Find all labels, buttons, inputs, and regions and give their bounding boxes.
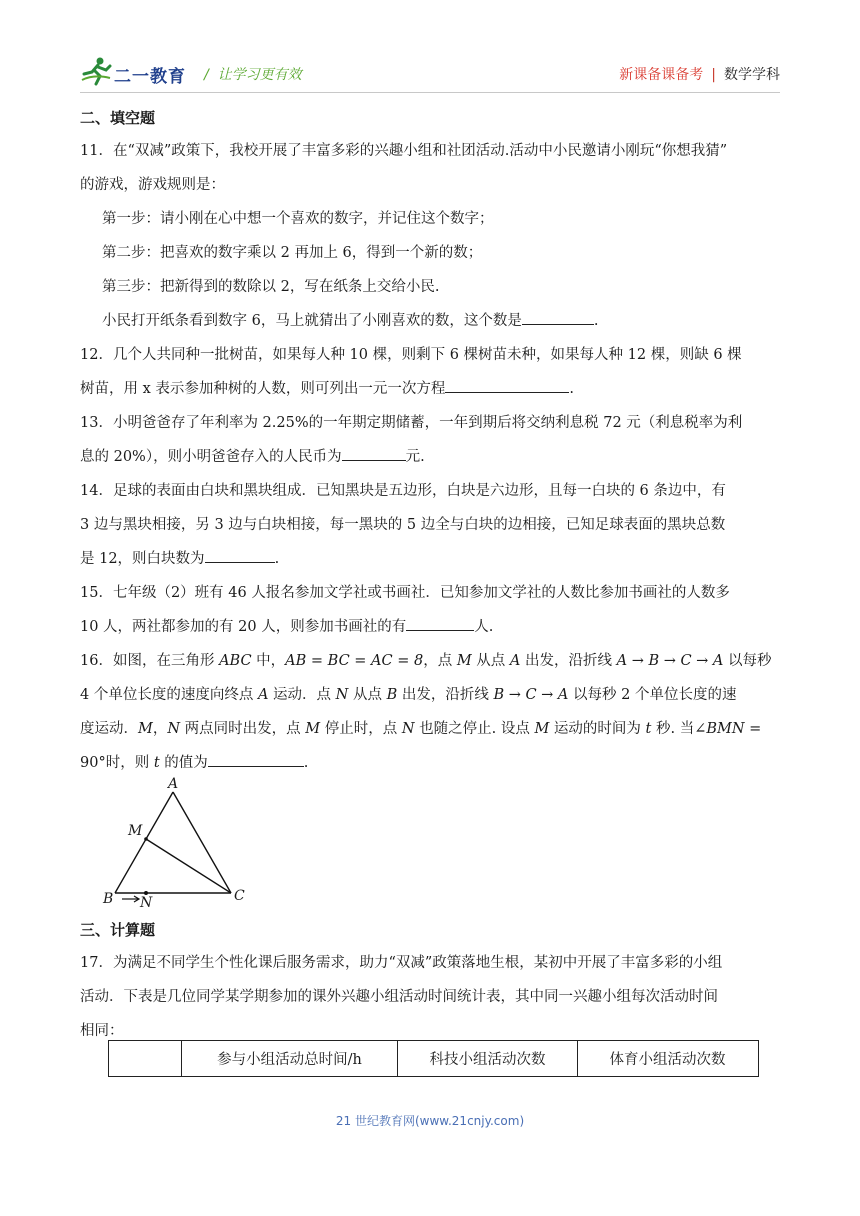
slogan: / 让学习更有效 xyxy=(204,67,302,83)
q16-line3: 度运动．M，N 两点同时出发，点 M 停止时，点 N 也随之停止. 设点 M 运动的时间为 t 秒. 当∠BMN = xyxy=(80,721,762,737)
answer-blank[interactable] xyxy=(445,374,569,393)
table-header-cell: 科技小组活动次数 xyxy=(398,1041,578,1076)
q11-line1: 11．在“双减”政策下，我校开展了丰富多彩的兴趣小组和社团活动.活动中小民邀请小刚玩“你想我猜” xyxy=(80,143,728,159)
q11-line6: 小民打开纸条看到数字 6，马上就猜出了小刚喜欢的数，这个数是 . xyxy=(80,304,780,338)
q11-step1: 第一步：请小刚在心中想一个喜欢的数字，并记住这个数字； xyxy=(102,211,494,227)
page-header xyxy=(80,56,780,92)
q15-line2: 10 人，两社都参加的有 20 人，则参加书画社的有 人. xyxy=(80,610,780,644)
q15-line1: 15．七年级（2）班有 46 人报名参加文学社或书画社．已知参加文学社的人数比参加书画社的人数多 xyxy=(80,585,730,601)
header-subject: 新课备课备考 | 数学学科 xyxy=(619,67,780,83)
question-content xyxy=(80,100,780,780)
table-header-cell: 参与小组活动总时间/h xyxy=(182,1041,398,1076)
answer-blank[interactable] xyxy=(208,748,304,767)
q16-line4: 90°时，则 t 的值为 . xyxy=(80,746,780,780)
runner-logo-icon xyxy=(80,56,114,86)
table-header-cell xyxy=(109,1041,182,1076)
q14-line1: 14．足球的表面由白块和黑块组成．已知黑块是五边形，白块是六边形，且每一白块的 6 条边中，有 xyxy=(80,483,726,499)
page-footer: 21 世纪教育网(www.21cnjy.com) xyxy=(335,1114,525,1128)
q16-line1: 16．如图，在三角形 ABC 中，AB = BC = AC = 8，点 M 从点 A 出发，沿折线 A → B → C → A 以每秒 xyxy=(80,653,772,669)
q11-step3: 第三步：把新得到的数除以 2，写在纸条上交给小民. xyxy=(102,279,440,295)
q12-line1: 12．几个人共同种一批树苗，如果每人种 10 棵，则剩下 6 棵树苗未种，如果每人种 12 棵，则缺 6 棵 xyxy=(80,347,742,363)
table-header-cell: 体育小组活动次数 xyxy=(609,1052,726,1068)
answer-blank[interactable] xyxy=(522,306,594,325)
section-title-calculation: 三、计算题 xyxy=(80,921,156,939)
q13-line1: 13．小明爸爸存了年利率为 2.25%的一年期定期储蓄，一年到期后将交纳利息税 72 元（利息税率为利 xyxy=(80,415,743,431)
answer-blank[interactable] xyxy=(205,544,275,563)
q12-line2: 树苗，用 x 表示参加种树的人数，则可列出一元一次方程 . xyxy=(80,372,780,406)
q11-line2: 的游戏，游戏规则是： xyxy=(80,177,225,193)
label-b: B xyxy=(103,891,114,907)
activity-table xyxy=(108,1040,759,1077)
label-m: M xyxy=(128,823,143,839)
q11-step2: 第二步：把喜欢的数字乘以 2 再加上 6，得到一个新的数； xyxy=(102,245,483,261)
label-c: C xyxy=(234,888,245,904)
label-a: A xyxy=(168,776,179,792)
q17-line3: 相同： xyxy=(80,1023,124,1039)
q17-line2: 活动．下表是几位同学某学期参加的课外兴趣小组活动时间统计表，其中同一兴趣小组每次活动时间 xyxy=(80,989,718,1005)
q16-line2: 4 个单位长度的速度向终点 A 运动．点 N 从点 B 出发，沿折线 B → C → A 以每秒 2 个单位长度的速 xyxy=(80,687,737,703)
header-divider xyxy=(80,92,780,93)
q14-line2: 3 边与黑块相接，另 3 边与白块相接，每一黑块的 5 边全与白块的边相接，已知足球表面的黑块总数 xyxy=(80,517,726,533)
logo xyxy=(80,56,190,90)
answer-blank[interactable] xyxy=(406,612,474,631)
label-n: N xyxy=(140,895,153,911)
logo-text: 二一教育 xyxy=(114,67,186,87)
q17-line1: 17．为满足不同学生个性化课后服务需求，助力“双减”政策落地生根，某初中开展了丰富多彩的小组 xyxy=(80,955,723,971)
calculation-content xyxy=(80,912,780,1048)
triangle-figure xyxy=(100,776,260,911)
q14-line3: 是 12，则白块数为 . xyxy=(80,542,780,576)
q13-line2: 息的 20%），则小明爸爸存入的人民币为 元. xyxy=(80,440,780,474)
answer-blank[interactable] xyxy=(342,442,406,461)
section-title-fill-blank: 二、填空题 xyxy=(80,109,156,127)
